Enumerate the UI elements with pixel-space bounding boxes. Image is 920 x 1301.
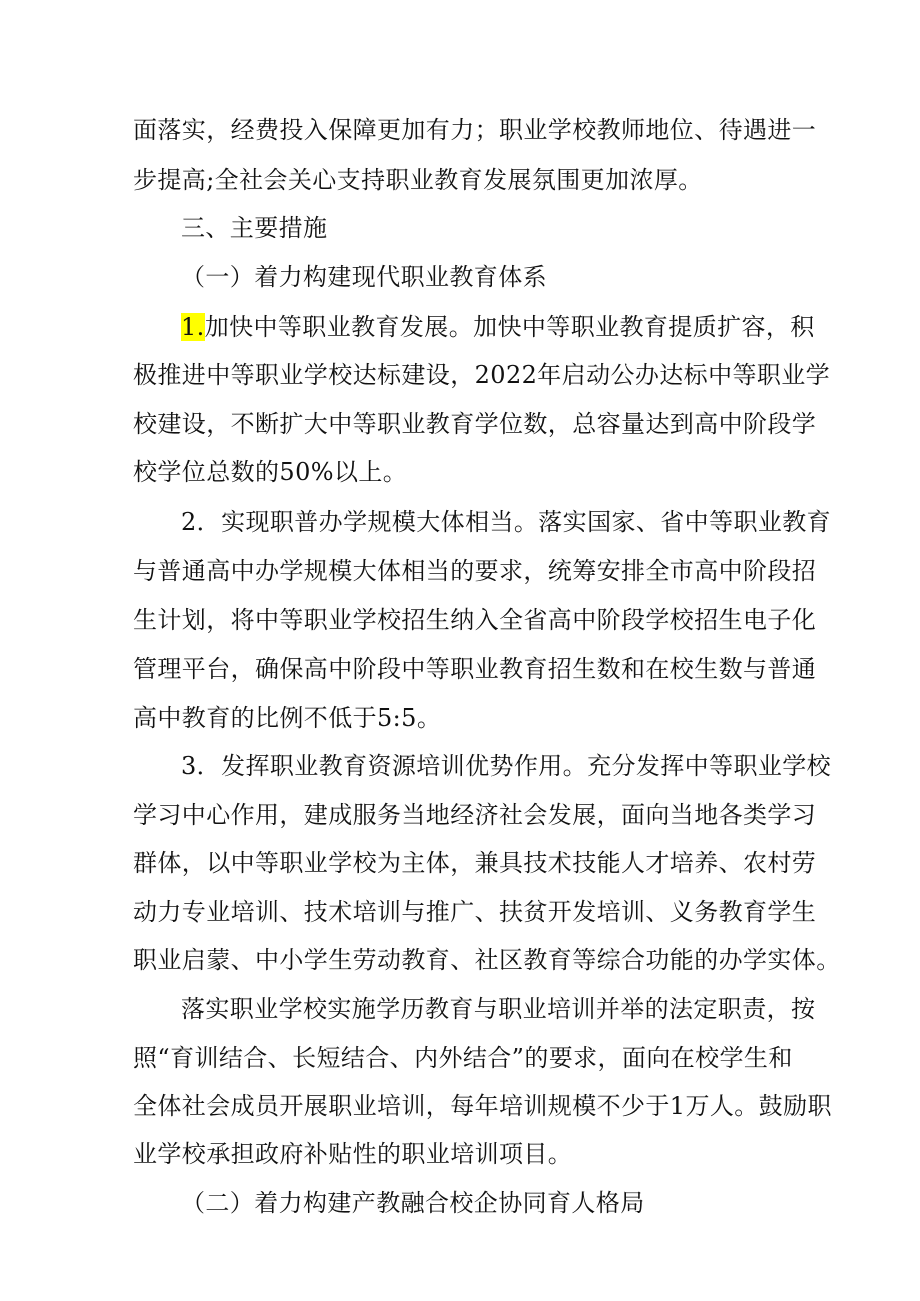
paragraph-training-line-3: 全体社会成员开展职业培训，每年培训规模不少于1万人。鼓励职	[133, 1092, 832, 1120]
subheading-2: （二）着力构建产教融合校企协同育人格局	[181, 1189, 645, 1217]
item-3-line-5: 职业启蒙、中小学生劳动教育、社区教育等综合功能的办学实体。	[133, 946, 841, 974]
item-2-line-5: 高中教育的比例不低于5:5。	[133, 704, 442, 732]
item-1-line-1	[181, 311, 815, 343]
paragraph-top-line-1: 面落实，经费投入保障更加有力；职业学校教师地位、待遇进一	[133, 116, 817, 144]
item-1-line-4: 校学位总数的50%以上。	[133, 458, 408, 486]
paragraph-top-line-2: 步提高;全社会关心支持职业教育发展氛围更加浓厚。	[133, 166, 703, 194]
paragraph-training-line-4: 业学校承担政府补贴性的职业培训项目。	[133, 1140, 573, 1168]
paragraph-training-line-1: 落实职业学校实施学历教育与职业培训并举的法定职责，按	[181, 995, 816, 1023]
item-2-line-1: 2．实现职普办学规模大体相当。落实国家、省中等职业教育	[181, 508, 832, 536]
section-heading: 三、主要措施	[181, 214, 328, 242]
item-1-line-1-text: 加快中等职业教育发展。加快中等职业教育提质扩容，积	[204, 313, 815, 341]
item-1-line-3: 校建设，不断扩大中等职业教育学位数，总容量达到高中阶段学	[133, 410, 817, 438]
item-2-line-2: 与普通高中办学规模大体相当的要求，统筹安排全市高中阶段招	[133, 557, 817, 585]
subheading-1: （一）着力构建现代职业教育体系	[181, 263, 547, 291]
item-3-line-1: 3．发挥职业教育资源培训优势作用。充分发挥中等职业学校	[181, 752, 832, 780]
item-2-line-4: 管理平台，确保高中阶段中等职业教育招生数和在校生数与普通	[133, 655, 817, 683]
item-1-line-2: 极推进中等职业学校达标建设，2022年启动公办达标中等职业学	[133, 361, 831, 389]
item-3-line-2: 学习中心作用，建成服务当地经济社会发展，面向当地各类学习	[133, 801, 817, 829]
paragraph-training-line-2: 照“育训结合、长短结合、内外结合”的要求，面向在校学生和	[133, 1044, 793, 1072]
item-1-number-highlight: 1.	[181, 313, 205, 341]
item-3-line-4: 动力专业培训、技术培训与推广、扶贫开发培训、义务教育学生	[133, 898, 817, 926]
item-3-line-3: 群体，以中等职业学校为主体，兼具技术技能人才培养、农村劳	[133, 849, 817, 877]
item-2-line-3: 生计划，将中等职业学校招生纳入全省高中阶段学校招生电子化	[133, 606, 817, 634]
